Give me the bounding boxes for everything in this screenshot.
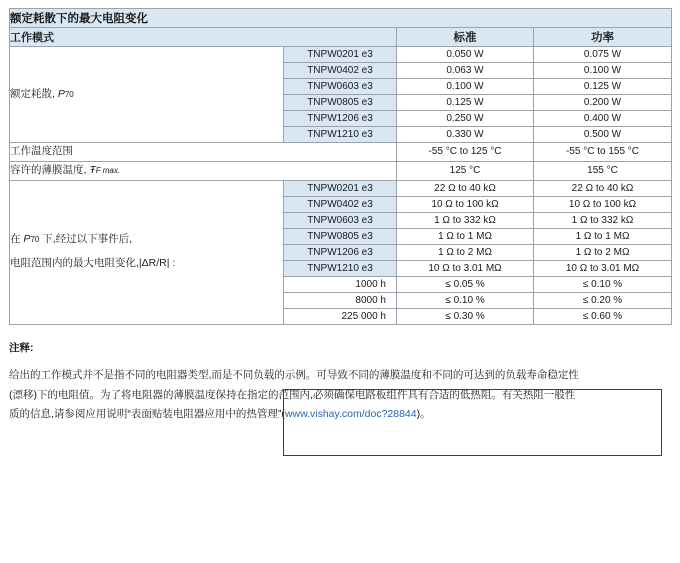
- notes-paragraph-1: 给出的工作模式并不是指不同的电阻器类型,而是不同负载的示例。可导致不同的薄膜温度和不同的可达到的负载寿命稳定性: [9, 369, 579, 382]
- value-standard: 1 Ω to 2 MΩ: [397, 244, 534, 260]
- value-standard: -55 °C to 125 °C: [397, 143, 534, 162]
- part-number: TNPW0805 e3: [284, 228, 397, 244]
- part-number: TNPW1210 e3: [284, 127, 397, 143]
- part-number: TNPW1210 e3: [284, 260, 397, 276]
- app-note-link[interactable]: www.vishay.com/doc?28844: [284, 407, 417, 420]
- part-number: TNPW0402 e3: [284, 63, 397, 79]
- value-power: -55 °C to 155 °C: [534, 143, 672, 162]
- value-power: 1 Ω to 332 kΩ: [534, 212, 672, 228]
- label-resistance-suffix: 下,经过以下事件后,: [39, 233, 133, 246]
- value-power: 0.500 W: [534, 127, 672, 143]
- value-standard: 1 Ω to 332 kΩ: [397, 212, 534, 228]
- notes-paragraph-3: [9, 405, 671, 424]
- value-power: 10 Ω to 100 kΩ: [534, 196, 672, 212]
- part-number: TNPW0402 e3: [284, 196, 397, 212]
- label-film-temperature: [10, 161, 397, 180]
- value-standard: 0.330 W: [397, 127, 534, 143]
- notes-paragraph-3-suffix: )。: [416, 407, 431, 420]
- value-standard: ≤ 0.10 %: [397, 292, 534, 308]
- value-standard: 0.100 W: [397, 79, 534, 95]
- label-rated-dissipation: [10, 47, 284, 143]
- value-standard: 125 °C: [397, 161, 534, 180]
- table-row: [10, 180, 672, 196]
- label-rated-dissipation-text: 额定耗散,: [10, 87, 58, 100]
- value-standard: 1 Ω to 1 MΩ: [397, 228, 534, 244]
- notes-title: 注释:: [9, 341, 34, 354]
- value-standard: 0.050 W: [397, 47, 534, 63]
- table-title-row: [10, 9, 672, 28]
- value-standard: 0.250 W: [397, 111, 534, 127]
- value-power: 1 Ω to 1 MΩ: [534, 228, 672, 244]
- value-standard: 0.125 W: [397, 95, 534, 111]
- value-standard: ≤ 0.30 %: [397, 308, 534, 324]
- header-working-mode: 工作模式: [10, 28, 397, 47]
- label-resistance-change: [10, 180, 284, 324]
- value-power: 22 Ω to 40 kΩ: [534, 180, 672, 196]
- value-standard: ≤ 0.05 %: [397, 276, 534, 292]
- symbol-t-subscript: F max.: [95, 165, 121, 175]
- notes-paragraph-2: (漂移)下的电阻值。为了将电阻器的薄膜温度保持在指定的范围内,必须确保电路板组件具有合适的低热阻。有关热阻一般性: [9, 388, 576, 401]
- header-power: 功率: [534, 28, 672, 47]
- table-row-temperature-range: [10, 143, 672, 162]
- value-power: 0.125 W: [534, 79, 672, 95]
- value-power: ≤ 0.10 %: [534, 276, 672, 292]
- part-number: TNPW0603 e3: [284, 79, 397, 95]
- value-power: 0.200 W: [534, 95, 672, 111]
- value-power: 0.400 W: [534, 111, 672, 127]
- part-number: TNPW0201 e3: [284, 47, 397, 63]
- value-power: ≤ 0.60 %: [534, 308, 672, 324]
- notes-section: [9, 339, 671, 425]
- hours-label: 8000 h: [284, 292, 397, 308]
- part-number: TNPW0603 e3: [284, 212, 397, 228]
- symbol-p-subscript: 70: [30, 235, 40, 245]
- table-title: 额定耗散下的最大电阻变化: [10, 9, 672, 28]
- symbol-p: P: [23, 233, 31, 246]
- value-standard: 10 Ω to 3.01 MΩ: [397, 260, 534, 276]
- symbol-p: P: [57, 87, 65, 100]
- label-resistance-line-2: 电阻范围内的最大电阻变化,|ΔR/R| :: [10, 257, 176, 270]
- table-row-film-temperature: [10, 161, 672, 180]
- specification-table: [9, 8, 672, 325]
- value-standard: 0.063 W: [397, 63, 534, 79]
- label-resistance-prefix: 在: [10, 233, 24, 246]
- part-number: TNPW0201 e3: [284, 180, 397, 196]
- header-standard: 标准: [397, 28, 534, 47]
- value-power: 0.075 W: [534, 47, 672, 63]
- symbol-p-subscript: 70: [64, 89, 74, 99]
- value-power: 1 Ω to 2 MΩ: [534, 244, 672, 260]
- value-power: 155 °C: [534, 161, 672, 180]
- label-film-temperature-text: 容许的薄膜温度,: [10, 163, 90, 176]
- value-standard: 10 Ω to 100 kΩ: [397, 196, 534, 212]
- table-row: [10, 47, 672, 63]
- hours-label: 1000 h: [284, 276, 397, 292]
- value-power: 10 Ω to 3.01 MΩ: [534, 260, 672, 276]
- part-number: TNPW1206 e3: [284, 111, 397, 127]
- notes-paragraph-3-prefix: 质的信息,请参阅应用说明“表面贴装电阻器应用中的热管理”(: [9, 407, 285, 420]
- value-power: 0.100 W: [534, 63, 672, 79]
- value-power: ≤ 0.20 %: [534, 292, 672, 308]
- label-resistance-line-1: [10, 231, 283, 249]
- label-operating-temp-range: 工作温度范围: [10, 143, 397, 162]
- value-standard: 22 Ω to 40 kΩ: [397, 180, 534, 196]
- part-number: TNPW0805 e3: [284, 95, 397, 111]
- table-header-row: [10, 28, 672, 47]
- hours-label: 225 000 h: [284, 308, 397, 324]
- symbol-t: Ŧ: [89, 163, 96, 176]
- part-number: TNPW1206 e3: [284, 244, 397, 260]
